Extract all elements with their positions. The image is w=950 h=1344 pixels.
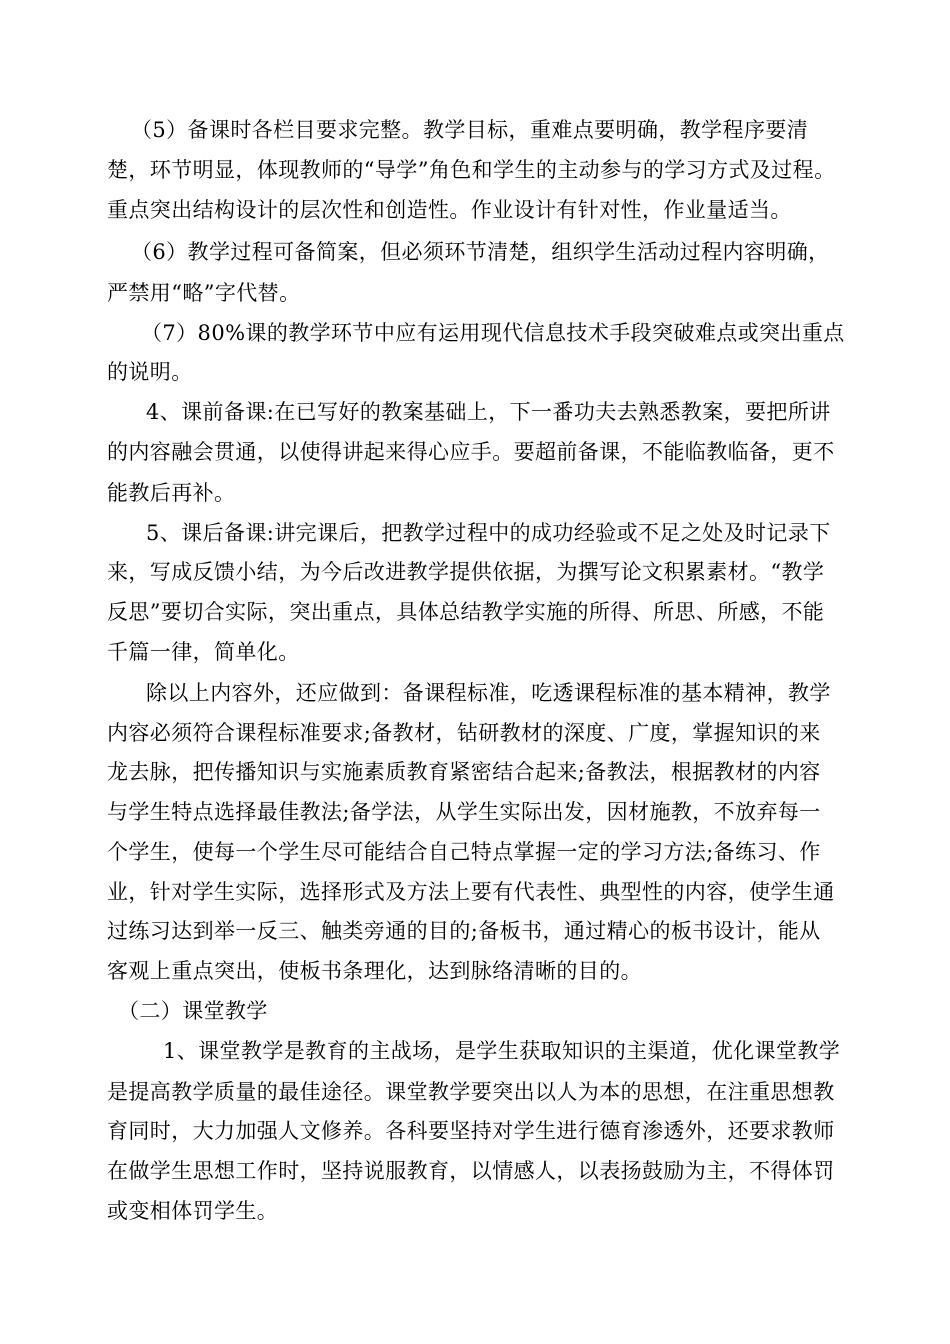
text-line: 能教后再补。 — [107, 481, 236, 505]
text-line: 或变相体罚学生。 — [107, 1199, 279, 1223]
text-line: 客观上重点突出，使板书条理化，达到脉络清晰的目的。 — [107, 959, 642, 983]
text-line: 是提高教学质量的最佳途径。课堂教学要突出以人为本的思想，在注重思想教 — [107, 1080, 835, 1104]
text-line: 的内容融会贯通，以使得讲起来得心应手。要超前备课，不能临教临备，更不 — [107, 440, 835, 464]
text-line: （6）教学过程可备简案，但必须环节清楚，组织学生活动过程内容明确， — [131, 240, 830, 264]
text-line: 育同时，大力加强人文修养。各科要坚持对学生进行德育渗透外，还要求教师 — [107, 1119, 835, 1143]
text-line: 内容必须符合课程标准要求;备教材，钻研教材的深度、广度，掌握知识的来 — [107, 721, 821, 745]
text-line: 1、课堂教学是教育的主战场，是学生获取知识的主渠道，优化课堂教学 — [163, 1039, 841, 1063]
text-line: 重点突出结构设计的层次性和创造性。作业设计有针对性，作业量适当。 — [107, 198, 792, 222]
text-line: 与学生特点选择最佳教法;备学法，从学生实际出发，因材施教，不放弃每一 — [107, 800, 821, 824]
text-line: 在做学生思想工作时，坚持说服教育，以情感人，以表扬鼓励为主，不得体罚 — [107, 1159, 835, 1183]
text-line: 的说明。 — [107, 360, 193, 384]
text-line: 千篇一律，简单化。 — [107, 640, 300, 664]
text-line: 4、课前备课:在已写好的教案基础上，下一番功夫去熟悉教案，要把所讲 — [146, 400, 831, 424]
text-line: 5、课后备课:讲完课后，把教学过程中的成功经验或不足之处及时记录下 — [146, 521, 831, 545]
text-line: （5）备课时各栏目要求完整。教学目标，重难点要明确，教学程序要清 — [131, 118, 809, 142]
text-line: 个学生，使每一个学生尽可能结合自己特点掌握一定的学习方法;备练习、作 — [107, 840, 821, 864]
text-line: 楚，环节明显，体现教师的“导学”角色和学生的主动参与的学习方式及过程。 — [107, 158, 836, 182]
text-line: 除以上内容外，还应做到：备课程标准，吃透课程标准的基本精神，教学 — [146, 681, 831, 705]
section-heading: （二）课堂教学 — [118, 999, 268, 1023]
text-line: （7）80%课的教学环节中应有运用现代信息技术手段突破难点或突出重点 — [141, 321, 845, 345]
text-line: 龙去脉，把传播知识与实施素质教育紧密结合起来;备教法，根据教材的内容 — [107, 760, 821, 784]
text-line: 过练习达到举一反三、触类旁通的目的;备板书，通过精心的板书设计，能从 — [107, 919, 821, 943]
text-line: 来，写成反馈小结，为今后改进教学提供依据，为撰写论文积累素材。“教学 — [107, 560, 825, 584]
text-line: 业，针对学生实际，选择形式及方法上要有代表性、典型性的内容，使学生通 — [107, 880, 835, 904]
text-line: 严禁用“略”字代替。 — [107, 281, 301, 305]
text-line: 反思”要切合实际，突出重点，具体总结教学实施的所得、所思、所感，不能 — [107, 600, 825, 624]
